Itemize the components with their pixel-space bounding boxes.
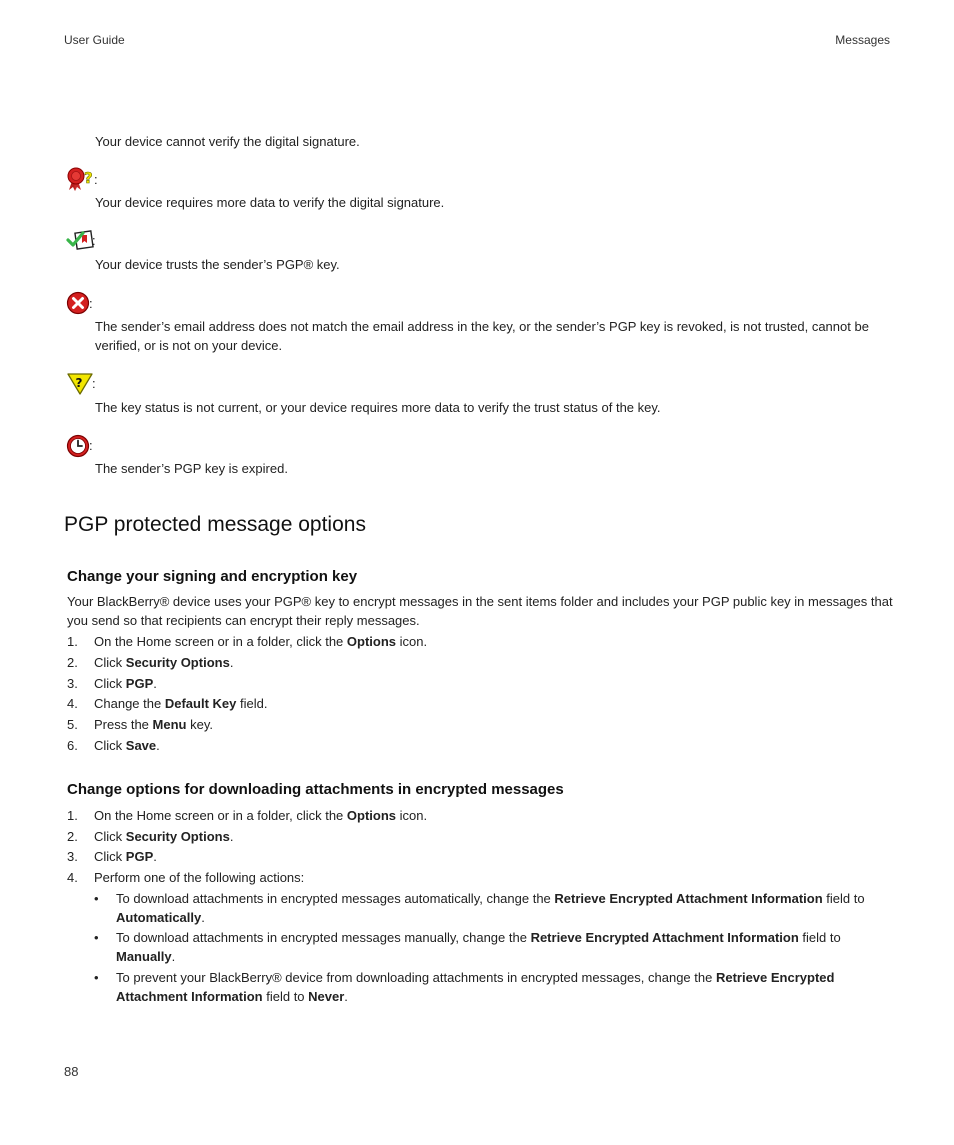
step-text: Change the xyxy=(94,696,165,711)
status-row xyxy=(66,434,106,458)
ui-term: Options xyxy=(346,634,397,649)
step-text: On the Home screen or in a folder, click the xyxy=(94,808,347,823)
step-text: icon. xyxy=(396,808,428,823)
bullet-text: To prevent your BlackBerry® device from downloading attachments in encrypted messages, change the xyxy=(116,970,716,985)
bullet-item xyxy=(94,928,884,966)
step-text: field. xyxy=(236,696,268,711)
status-row xyxy=(66,371,106,395)
bullet-text: field to xyxy=(822,891,865,906)
bullet-text: To download attachments in encrypted messages automatically, change the xyxy=(116,891,555,906)
step-number: 6. xyxy=(67,738,78,753)
bullet-dot: • xyxy=(94,970,99,985)
ui-term: Retrieve Encrypted Attachment Information xyxy=(554,891,823,906)
step-text: . xyxy=(156,738,160,753)
step-text: Perform one of the following actions: xyxy=(94,870,305,885)
step-number: 4. xyxy=(67,870,78,885)
bullet-text: field to xyxy=(262,989,309,1004)
step-number: 2. xyxy=(67,655,78,670)
ui-term: Save xyxy=(125,738,157,753)
ui-term: Retrieve Encrypted Attachment Information xyxy=(116,970,835,1004)
list-item xyxy=(67,632,887,651)
status-description: Your device requires more data to verify the digital signature. xyxy=(95,195,445,210)
step-text: Click xyxy=(94,849,126,864)
step-text: Click xyxy=(94,676,126,691)
header-right: Messages xyxy=(835,33,890,47)
intro-paragraph: Your BlackBerry® device uses your PGP® key to encrypt messages in the sent items folder and includes your PGP public key in messages that you send so that recipients can encrypt their reply messages. xyxy=(67,594,893,628)
status-description: Your device trusts the sender’s PGP® key. xyxy=(95,257,340,272)
ui-term: Never xyxy=(308,989,345,1004)
step-text: Click xyxy=(94,738,126,753)
status-description: Your device cannot verify the digital signature. xyxy=(95,134,360,149)
step-text: . xyxy=(229,655,234,670)
status-description: The sender’s email address does not match the email address in the key, or the sender’s PGP key is revoked, is not trusted, cannot be verified, or is not on your device. xyxy=(95,319,869,353)
bullet-text: . xyxy=(201,910,205,925)
ui-term: Retrieve Encrypted Attachment Information xyxy=(530,930,799,945)
step-text: Click xyxy=(94,829,126,844)
ui-term: Automatically xyxy=(116,910,202,925)
bullet-dot: • xyxy=(94,891,99,906)
colon: : xyxy=(94,172,98,187)
step-number: 3. xyxy=(67,676,78,691)
ui-term: Manually xyxy=(116,949,172,964)
status-description: The key status is not current, or your device requires more data to verify the trust status of the key. xyxy=(95,400,661,415)
step-text: . xyxy=(229,829,234,844)
header-left: User Guide xyxy=(64,33,125,47)
status-description: The sender’s PGP key is expired. xyxy=(95,461,288,476)
list-item xyxy=(67,653,887,672)
list-item xyxy=(67,736,887,755)
step-number: 1. xyxy=(67,808,78,823)
step-text: . xyxy=(153,676,157,691)
list-item xyxy=(67,827,887,846)
status-row xyxy=(66,166,106,192)
list-item xyxy=(67,806,887,825)
section-title: PGP protected message options xyxy=(64,513,366,536)
step-text: icon. xyxy=(396,634,428,649)
bullet-text: . xyxy=(171,949,176,964)
bullet-text: field to xyxy=(798,930,841,945)
bullet-text: . xyxy=(344,989,348,1004)
bullet-dot: • xyxy=(94,930,99,945)
step-text: On the Home screen or in a folder, click the xyxy=(94,634,347,649)
ui-term: PGP xyxy=(125,676,154,691)
list-item xyxy=(67,674,887,693)
colon: : xyxy=(92,233,96,248)
step-number: 4. xyxy=(67,696,78,711)
colon: : xyxy=(92,376,96,391)
trusted-key-icon xyxy=(66,229,92,253)
step-text: . xyxy=(153,849,157,864)
signature-question-icon xyxy=(66,166,92,190)
step-number: 5. xyxy=(67,717,78,732)
step-text: Press the xyxy=(94,717,153,732)
ui-term: Security Options xyxy=(125,829,230,844)
colon: : xyxy=(89,296,93,311)
list-item xyxy=(67,694,887,713)
colon: : xyxy=(89,438,93,453)
step-number: 2. xyxy=(67,829,78,844)
step-number: 3. xyxy=(67,849,78,864)
list-item xyxy=(67,715,887,734)
subsection-title: Change your signing and encryption key xyxy=(67,568,358,585)
bullet-item xyxy=(94,889,884,927)
status-row xyxy=(66,291,106,315)
ui-term: PGP xyxy=(125,849,154,864)
list-item xyxy=(67,868,887,887)
subsection-title: Change options for downloading attachments in encrypted messages xyxy=(67,781,564,798)
warning-question-icon xyxy=(66,371,92,395)
step-text: key. xyxy=(186,717,213,732)
ui-term: Default Key xyxy=(164,696,237,711)
step-number: 1. xyxy=(67,634,78,649)
svg-text:?: ? xyxy=(84,169,93,187)
bullet-item xyxy=(94,968,884,1006)
status-row xyxy=(66,229,106,253)
ui-term: Menu xyxy=(152,717,187,732)
page-number: 88 xyxy=(64,1064,79,1079)
ui-term: Options xyxy=(346,808,397,823)
svg-text:?: ? xyxy=(75,376,83,390)
bullet-text: To download attachments in encrypted messages manually, change the xyxy=(116,930,531,945)
list-item xyxy=(67,847,887,866)
step-text: Click xyxy=(94,655,126,670)
ui-term: Security Options xyxy=(125,655,230,670)
